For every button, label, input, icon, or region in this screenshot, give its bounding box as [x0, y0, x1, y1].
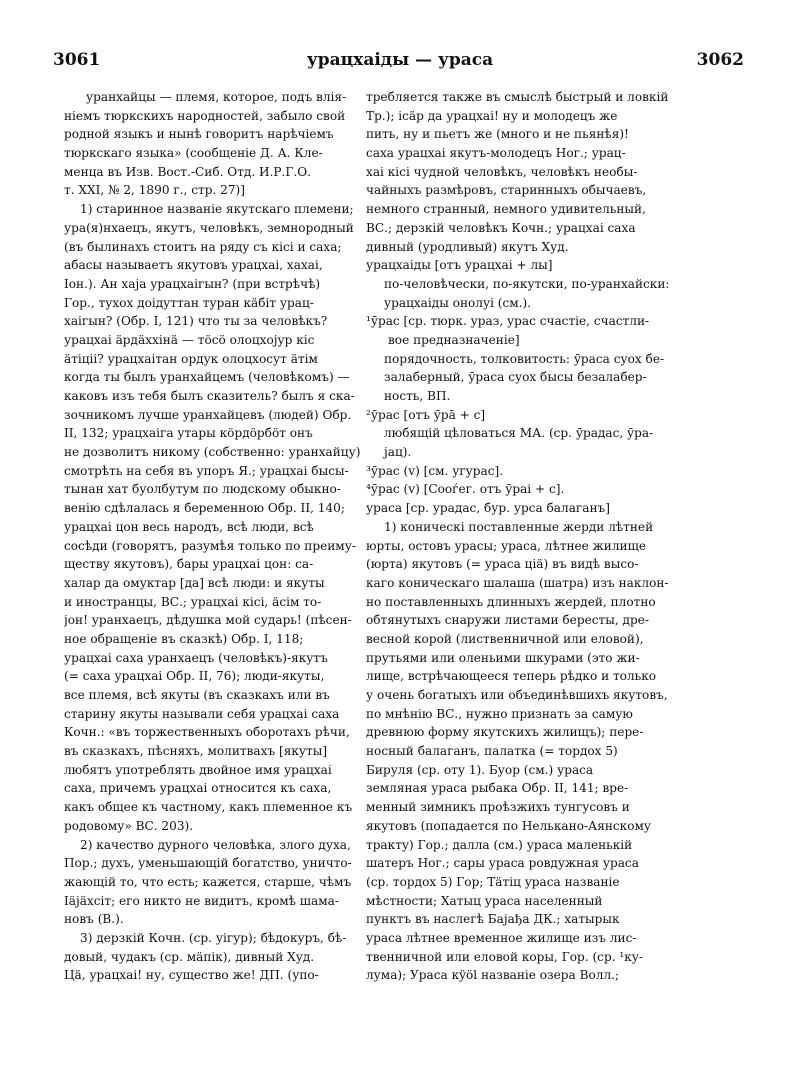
left-column-line: хаiгын? (Обр. I, 121) что ты за человѣкъ?	[64, 314, 328, 329]
right-column-line: лище, встрѣчающееся теперь рѣдко и только	[366, 669, 657, 684]
right-column-line: по мнѣнію ВС., нужно признать за самую	[366, 706, 633, 721]
left-column-line: абасы называетъ якутовъ урацхаi, хахаi,	[64, 258, 323, 273]
left-column-line: тынан хат буолбутум по людскому обыкно-	[64, 482, 341, 497]
left-column-line: когда ты былъ уранхайцемъ (человѣкомъ) —	[64, 370, 350, 385]
right-column-line: ⁴ӯрас (v) [Сооѓег. отъ ӯраi + с].	[366, 482, 565, 497]
left-column-line: венію сдѣлалась я беременною Обр. II, 140;	[64, 501, 345, 516]
left-column-line: каковъ изъ тебя былъ сказитель? былъ я ска-	[64, 389, 355, 403]
right-column-line: ²ӯрас [отъ ӯрā + с]	[366, 407, 486, 422]
left-column-line: Іäjäхсiт; его никто не видитъ, кромѣ шама-	[64, 893, 339, 908]
left-column-line: (= саха урацхаi Обр. II, 76); люди-якуты,	[64, 669, 325, 684]
left-column-line: ніемъ тюркскихъ народностей, забыло свой	[64, 108, 346, 123]
left-column-line: Пор.; духъ, уменьшающій богатство, уничто-	[64, 856, 352, 871]
left-column-line: и иностранцы, ВС.; урацхаi кісi, äсiм то-	[64, 594, 322, 609]
left-column-line: любятъ употреблять двойное имя урацхаi	[64, 762, 332, 777]
left-column-line: довый, чудакъ (ср. мäпiк), дивный Худ.	[64, 949, 315, 964]
left-column-line: жающій то, что есть; кажется, старше, чѣмъ	[64, 874, 352, 889]
left-column-line: смотрѣть на себя въ упоръ Я.; урацхаi бысы-	[64, 463, 349, 478]
right-column-line: требляется также въ смыслѣ быстрый и ловкій	[366, 90, 669, 104]
right-column-line: Тр.); iсäр да урацхаi! ну и молодецъ же	[366, 108, 618, 123]
right-column-line: (юрта) якутовъ (= ураса цiä) въ видѣ высо-	[366, 557, 639, 572]
left-column-line: 1) старинное названіе якутскаго племени;	[80, 202, 354, 217]
right-column-line: jац).	[384, 445, 412, 460]
left-column-line: все племя, всѣ якуты (въ сказкахъ или въ	[64, 688, 330, 702]
right-column-line: ураса [ср. урадас, бур. урса балаганъ]	[366, 501, 610, 516]
left-column-line: (въ былинахъ стоитъ на ряду съ кісi и саха;	[64, 239, 342, 254]
right-column-line: юрты, остовъ урасы; ураса, лѣтнее жилище	[366, 538, 646, 553]
right-column-line: дивный (уродливый) якутъ Худ.	[366, 239, 569, 254]
left-column-line: ура(я)нхаецъ, якутъ, человѣкъ, земнородный	[64, 220, 354, 235]
right-column-line: пунктъ въ наслегѣ Бајађа ДК.; хатырык	[366, 912, 620, 927]
right-column	[366, 88, 790, 985]
left-column-line: Кочн.: «въ торжественныхъ оборотахъ рѣчи,	[64, 725, 350, 740]
left-column-line: уранхайцы — племя, которое, подъ влія-	[86, 90, 347, 104]
right-column-line: залаберный, ӯраса суох бысы безалабер-	[384, 370, 647, 385]
right-column-line: ³ӯрас (v) [см. угурас].	[366, 463, 504, 478]
right-column-line: ¹ӯрас [ср. тюрк. ураз, урас счастіе, счастли-	[366, 314, 650, 329]
left-column-line: зочникомъ лучше уранхайцевъ (людей) Обр.	[64, 407, 352, 422]
right-column-line: ность, ВП.	[384, 389, 451, 403]
left-column-line: саха, причемъ урацхаi относится къ саха,	[64, 781, 332, 796]
right-column-line: менный зимникъ проѣзжихъ тунгусовъ и	[366, 800, 630, 815]
right-column-line: порядочность, толковитость: ӯраса суох бе-	[384, 351, 665, 366]
right-column-line: прутьями или оленьими шкурами (это жи-	[366, 650, 640, 665]
right-column-line: ВС.; дерзкій человѣкъ Кочн.; урацхаi саха	[366, 220, 636, 235]
left-column-line: тюркскаго языка» (сообщеніе Д. А. Кле-	[64, 146, 323, 161]
right-column-line: немного странный, немного удивительный,	[366, 202, 646, 217]
right-column-line: древнюю форму якутскихъ жилищъ); пере-	[366, 725, 644, 740]
right-column-line: хаi кісi чудной человѣкъ, человѣкъ необы-	[366, 164, 638, 179]
right-column-line: чайныхъ размѣровъ, старинныхъ обычаевъ,	[366, 183, 647, 198]
right-column-line: тракту) Гор.; далла (см.) ураса маленькій	[366, 837, 633, 852]
left-column-line: ное обращеніе въ сказкѣ) Обр. I, 118;	[64, 631, 304, 646]
left-column-line: какъ общее къ частному, какъ племенное къ	[64, 800, 353, 815]
left-column-line: старину якуты называли себя урацхаi саха	[64, 706, 340, 721]
right-column-line: земляная ураса рыбака Обр. II, 141; вре-	[366, 781, 629, 796]
left-column-line: новъ (В.).	[64, 912, 124, 927]
right-column-line: по-человѣчески, по-якутски, по-уранхайски:	[384, 276, 670, 291]
right-column-line: (ср. тордох 5) Гор; Тäтiц ураса названіе	[366, 874, 620, 889]
right-column-line: у очень богатыхъ или объединѣвшихъ якутовъ,	[366, 688, 668, 702]
left-column-line: урацхаi саха уранхаецъ (человѣкъ)-якутъ	[64, 650, 328, 665]
left-column-line: родной языкъ и нынѣ говоритъ нарѣчіемъ	[64, 127, 334, 142]
right-column-line: каго коническаго шалаша (шатра) изъ наклон-	[366, 575, 669, 590]
left-column-line: урацхаi цон весь народъ, всѣ люди, всѣ	[64, 519, 314, 534]
left-column-line: Іон.). Ан хаjа урацхаiгын? (при встрѣчѣ)	[64, 276, 321, 291]
running-title: урацхаiды — ураса	[306, 50, 494, 70]
right-column-line: якутовъ (попадается по Нелькано-Аянскому	[366, 818, 652, 833]
left-column-line: 2) качество дурного человѣка, злого духа,	[80, 837, 351, 852]
left-column-line: родовому» ВС. 203).	[64, 818, 194, 833]
right-column-line: 1) коническі поставленные жерди лѣтней	[384, 519, 654, 534]
page-number-left: 3061	[53, 50, 101, 70]
right-column-line: твенничной или еловой коры, Гор. (ср. ¹ку-	[366, 949, 643, 964]
left-column-line: т. XXI, № 2, 1890 г., стр. 27)]	[64, 183, 245, 198]
page-number-right: 3062	[696, 50, 744, 70]
right-column-line: урацхаiды онолуi (см.).	[384, 295, 532, 310]
right-column-line: ураса лѣтнее временное жилище изъ лис-	[366, 930, 637, 945]
right-column-line: весной корой (лиственничной или еловой),	[366, 631, 644, 646]
right-column-line: обтянутыхъ снаружи листами бересты, дре-	[366, 613, 649, 628]
left-column-line: ществу якутовъ), бары урацхаi цон: са-	[64, 557, 314, 572]
right-column-line: шатеръ Ног.; сары ураса ровдужная ураса	[366, 856, 639, 871]
left-column	[64, 88, 364, 985]
right-column-line: лума); Ураса кÿöl названіе озера Волл.;	[366, 968, 620, 983]
right-column-line: мѣстности; Хатыц ураса населенный	[366, 893, 603, 908]
right-column-line: любящій цѣловаться МА. (ср. ӯрадас, ӯра-	[384, 426, 654, 441]
right-column-line: носный балаганъ, палатка (= тордох 5)	[366, 744, 618, 759]
left-column-line: сосѣди (говорятъ, разумѣя только по преиму-	[64, 538, 356, 553]
left-column-line: äтiцiі? урацхаiтан ордук олоцхосут äтiм	[64, 351, 318, 366]
right-column-line: вое предназначеніе]	[388, 332, 520, 347]
left-column-line: Цä, урацхаi! ну, существо же! ДП. (упо-	[64, 968, 319, 983]
left-column-line: 3) дерзкій Кочн. (ср. уiгур); бѣдокуръ, бѣ-	[80, 930, 347, 945]
left-column-line: урацхаi äрдäххiнä — тöсö олоцхоjур кiс	[64, 332, 315, 347]
left-column-line: менца въ Изв. Вост.-Сиб. Отд. И.Р.Г.О.	[64, 164, 312, 179]
left-column-line: халар да омуктар [да] всѣ люди: и якуты	[64, 575, 325, 590]
left-column-line: Гор., тухох доiдуттан туран кäбiт урац-	[64, 295, 314, 310]
right-column-line: Бируля (ср. оту 1). Буор (см.) ураса	[366, 762, 594, 777]
right-column-line: урацхаiды [отъ урацхаi + лы]	[366, 258, 553, 273]
left-column-line: II, 132; урацхаiга утары кöрдöрбöт онъ	[64, 426, 313, 441]
right-column-line: саха урацхаi якутъ-молодецъ Ног.; урац-	[366, 146, 626, 161]
right-column-line: пить, ну и пьетъ же (много и не пьянѣя)!	[366, 127, 629, 142]
left-column-line: въ сказкахъ, пѣсняхъ, молитвахъ [якуты]	[64, 744, 328, 759]
right-column-line: но поставленныхъ длинныхъ жердей, плотно	[366, 594, 656, 609]
left-column-line: не дозволитъ никому (собственно: уранхайцу)	[64, 445, 361, 460]
left-column-line: јон! уранхаецъ, дѣдушка мой сударь! (пѣсен-	[64, 613, 352, 628]
